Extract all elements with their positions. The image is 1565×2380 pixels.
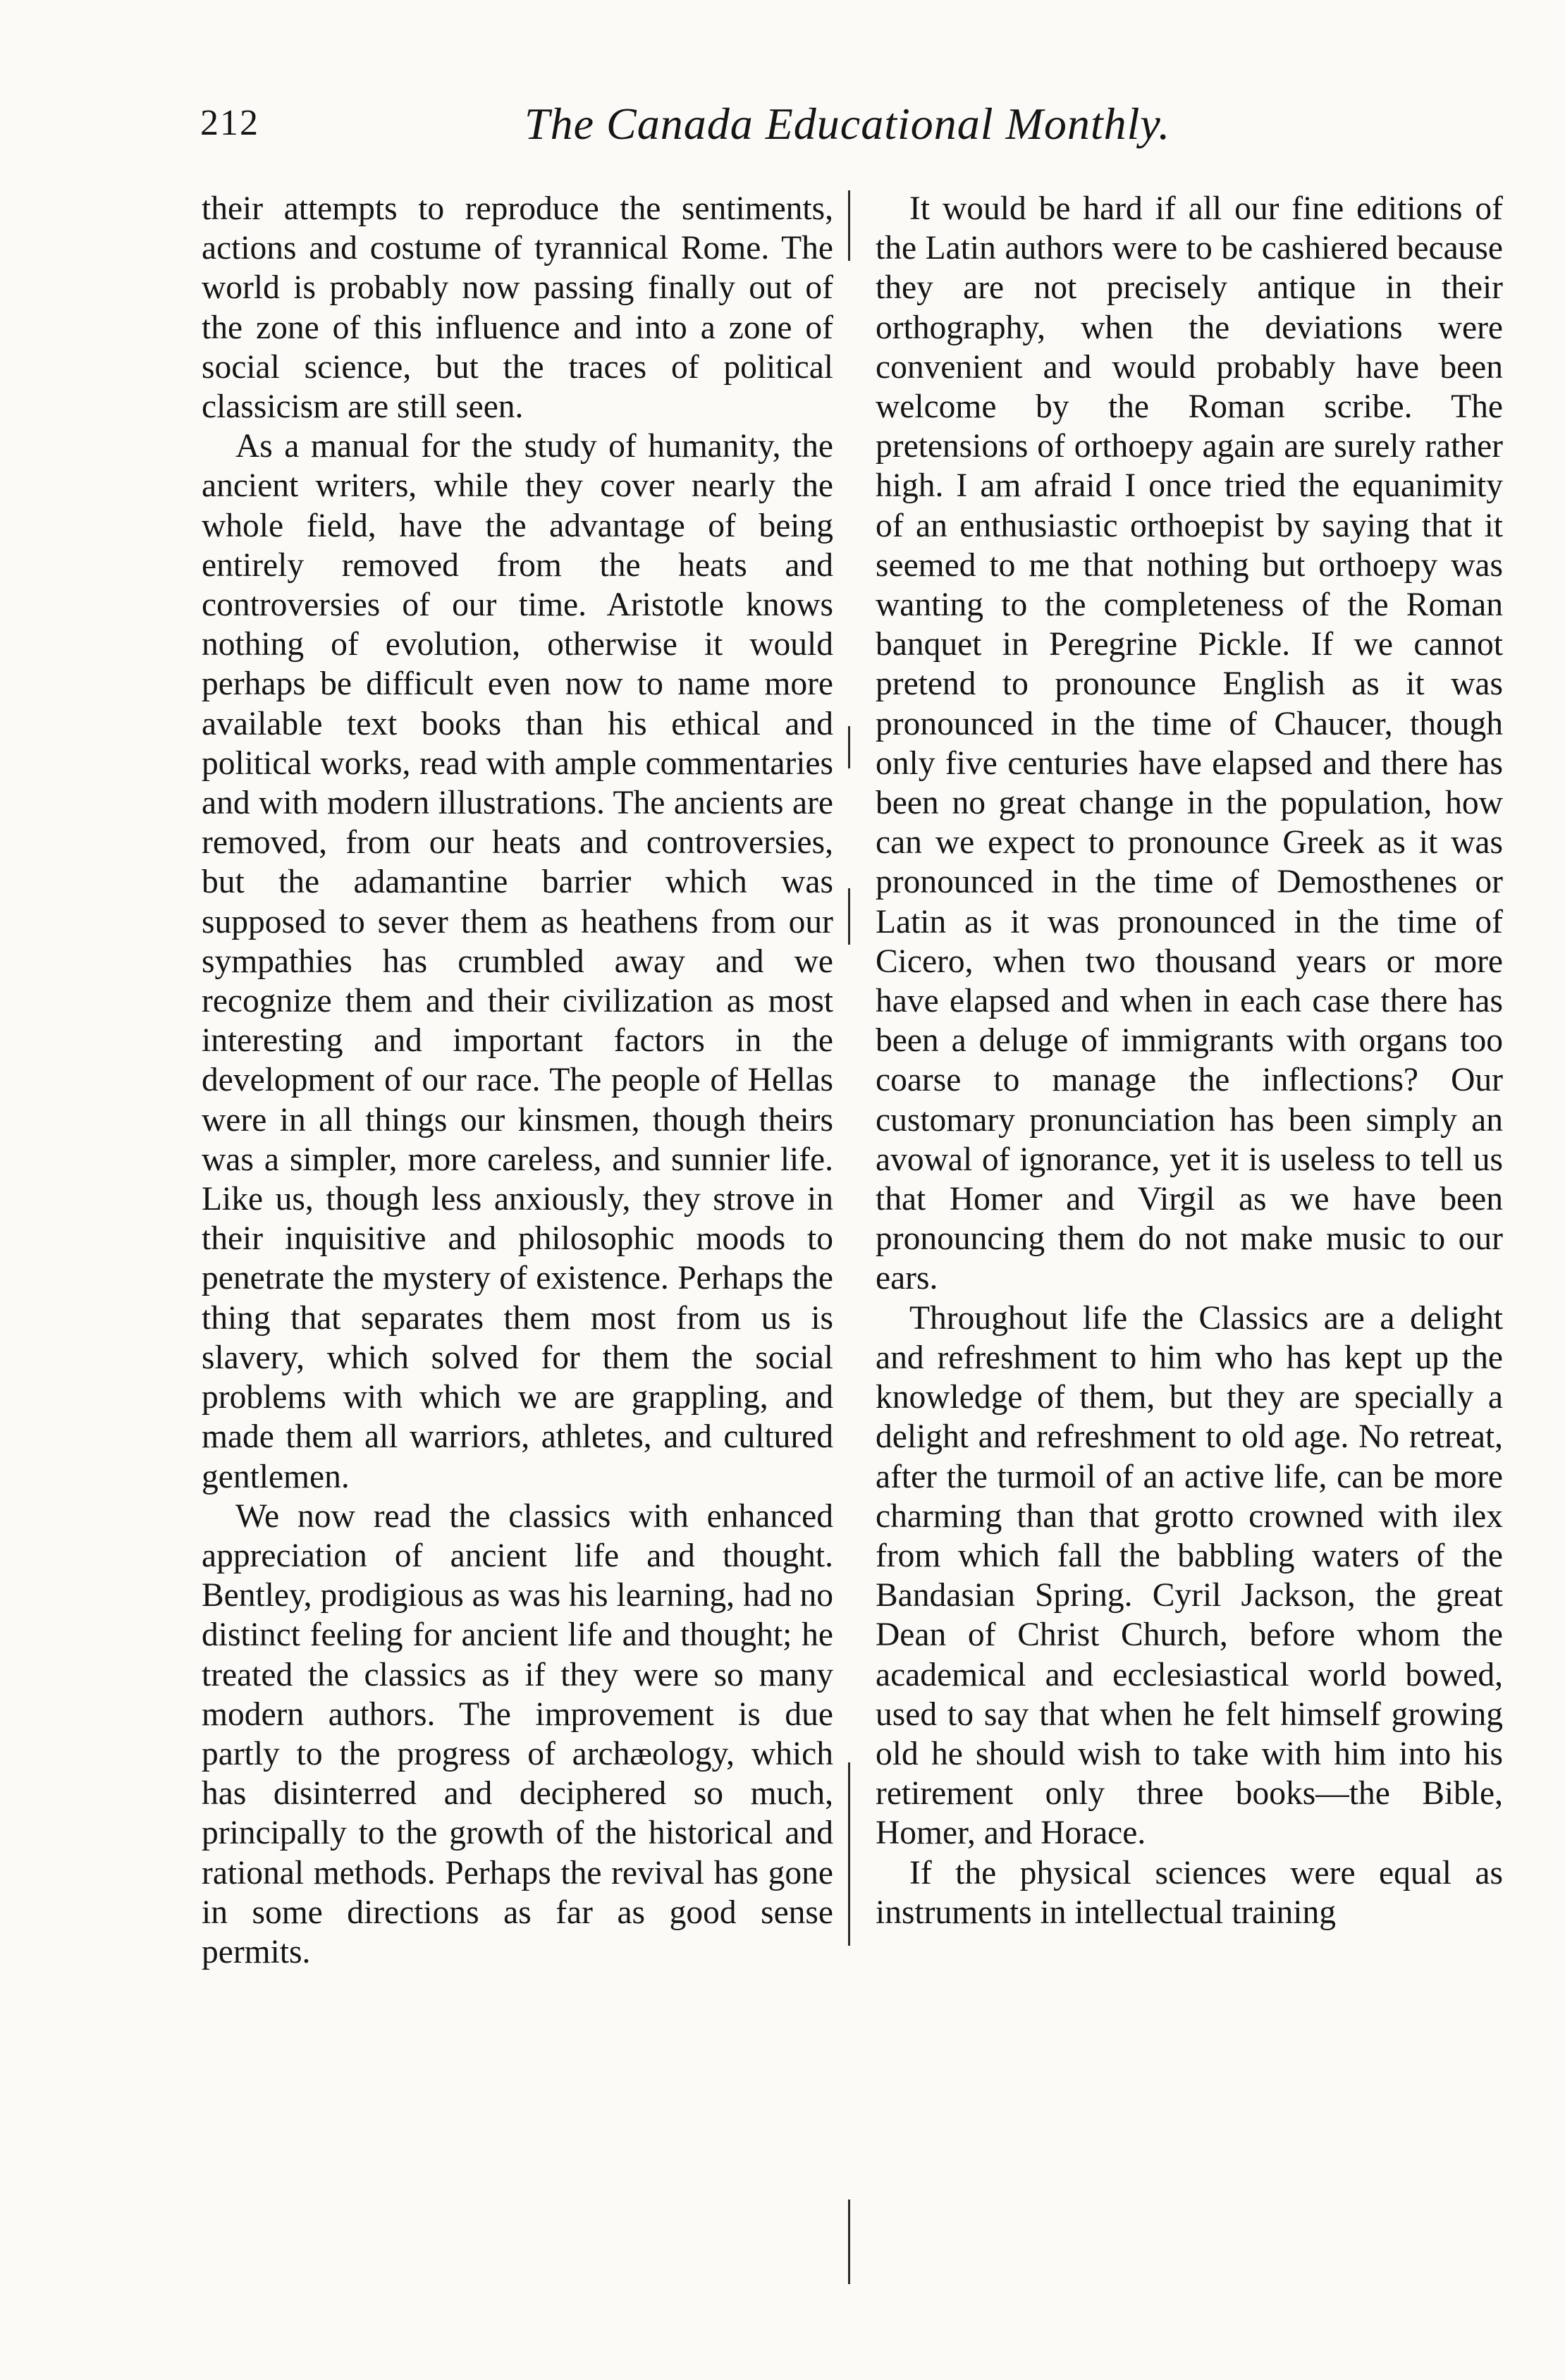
column-rule [848, 1762, 850, 1946]
running-title: The Canada Educational Monthly. [524, 99, 1171, 149]
right-column [876, 189, 1503, 1932]
column-rule [848, 2200, 850, 2284]
page-number: 212 [200, 103, 259, 143]
paragraph: Throughout life the Classics are a delight and refreshment to him who has kept up the knowledge of them, but they are specially a delight and refreshment to old age. No retreat, after the turmoil of an active life, can be more charming than that grotto crowned with ilex from which fall the babbling waters of the Bandasian Spring. Cyril Jackson, the great Dean of Christ Church, before whom the academical and ecclesiastical world bowed, used to say that when he felt himself growing old he should wish to take with him into his retirement only three books—the Bible, Homer, and Horace. [876, 1299, 1503, 1852]
column-rule [848, 888, 850, 945]
paragraph: It would be hard if all our fine editions of the Latin authors were to be cashiered because they are not precisely antique in their orthography, when the deviations were convenient and would probably have been welcome by the Roman scribe. The pretensions of orthoepy again are surely rather high. I am afraid I once tried the equanimity of an enthusiastic orthoepist by saying that it seemed to me that nothing but orthoepy was wanting to the completeness of the Roman banquet in Peregrine Pickle. If we cannot pretend to pronounce English as it was pronounced in the time of Chaucer, though only five centuries have elapsed and there has been no great change in the population, how can we expect to pronounce Greek as it was pronounced in the time of Demosthenes or Latin as it was pronounced in the time of Cicero, when two thousand years or more have elapsed and when in each case there has been a deluge of immigrants with organs too coarse to manage the inflections? Our customary pronunciation has been simply an avowal of ignorance, yet it is useless to tell us that Homer and Virgil as we have been pronouncing them do not make music to our ears. [876, 190, 1503, 1297]
paragraph: We now read the classics with enhanced appreciation of ancient life and thought. Bentley, prodigious as was his learning, had no distinct feeling for ancient life and thought; he treated the classics as if they were so many modern authors. The improvement is due partly to the progress of archæology, which has disinterred and deciphered so much, principally to the growth of the historical and rational methods. Perhaps the revival has gone in some directions as far as good sense permits. [202, 1497, 833, 1970]
column-rule [848, 726, 850, 768]
column-rule [848, 190, 850, 261]
paragraph: If the physical sciences were equal as instruments in intellectual training [876, 1854, 1503, 1931]
paragraph: their attempts to reproduce the sentiments, actions and costume of tyrannical Rome. The world is probably now passing finally out of the zone of this influence and into a zone of social science, but the traces of political classicism are still seen. [202, 190, 833, 426]
running-header [200, 99, 1511, 159]
left-column [202, 189, 833, 1972]
paragraph: As a manual for the study of humanity, the ancient writers, while they cover nearly the whole field, have the advantage of being entirely removed from the heats and controversies of our time. Aristotle knows nothing of evolution, otherwise it would perhaps be difficult even now to name more available text books than his ethical and political works, read with ample commentaries and with modern illustrations. The ancients are removed, from our heats and controversies, but the adamantine barrier which was supposed to sever them as heathens from our sympathies has crumbled away and we recognize them and their civilization as most interesting and important factors in the development of our race. The people of Hellas were in all things our kinsmen, though theirs was a simpler, more careless, and sunnier life. Like us, though less anxiously, they strove in their inquisitive and philosophic moods to penetrate the mystery of existence. Perhaps the thing that separates them most from us is slavery, which solved for them the social problems with which we are grappling, and made them all warriors, athletes, and cultured gentlemen. [202, 428, 833, 1495]
